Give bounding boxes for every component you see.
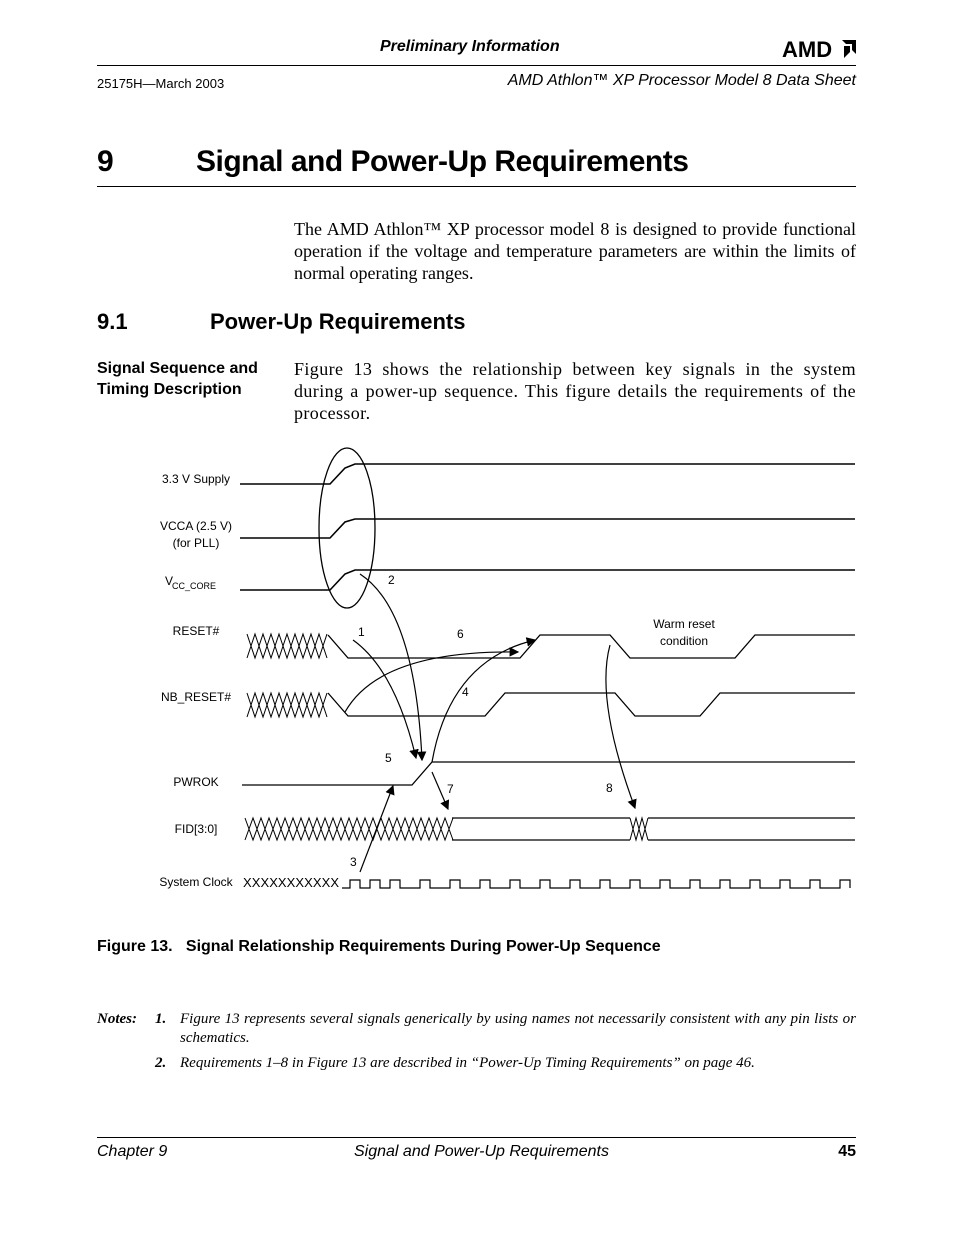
chapter-number: 9: [97, 145, 114, 178]
signal-vcc-core-main: V: [165, 574, 174, 588]
footer-chapter: Chapter 9: [97, 1143, 168, 1160]
footer-rule: [97, 1137, 856, 1138]
note-2-text: Requirements 1–8 in Figure 13 are described in “Power-Up Timing Requirements” on page 46.: [180, 1055, 755, 1071]
section-number: 9.1: [97, 309, 128, 334]
marker-5: 5: [385, 751, 392, 765]
marker-1: 1: [358, 625, 365, 639]
subhead-line-1: Signal Sequence and: [97, 360, 258, 377]
figure-caption: Figure 13. Signal Relationship Requirements During Power-Up Sequence: [97, 938, 661, 955]
signal-vcca-line1: VCCA (2.5 V): [159, 519, 233, 533]
signal-reset: RESET#: [172, 624, 220, 638]
note-2-number: 2.: [155, 1055, 167, 1071]
signal-vcc-core-sub: CC_CORE: [172, 581, 217, 591]
chapter-title: Signal and Power-Up Requirements: [196, 145, 689, 178]
arrow-4: [345, 652, 518, 712]
chapter-intro: The AMD Athlon™ XP processor model 8 is designed to provide functional operation if the voltage and temperature parameters are within the limits of normal operating ranges.: [294, 219, 856, 283]
marker-2: 2: [388, 573, 395, 587]
section-paragraph: Figure 13 shows the relationship between key signals in the system during a power-up sequence. This figure details the requirements of the processor.: [294, 359, 856, 423]
signal-3-3v-supply: 3.3 V Supply: [161, 472, 231, 486]
document-number: 25175H—March 2003: [97, 76, 225, 91]
warm-reset-line2: condition: [659, 634, 709, 648]
marker-3: 3: [350, 855, 357, 869]
note-1-number: 1.: [155, 1011, 167, 1027]
amd-logo: [782, 36, 858, 62]
signal-vcca-line2: (for PLL): [172, 536, 220, 550]
preliminary-label: Preliminary Information: [380, 38, 560, 55]
section-title: Power-Up Requirements: [210, 309, 466, 334]
footer-title: Signal and Power-Up Requirements: [354, 1143, 609, 1160]
signal-system-clock: System Clock: [159, 875, 233, 889]
arrow-7: [432, 772, 448, 809]
arrow-2: [360, 574, 422, 760]
timing-diagram: [150, 440, 870, 910]
header-rule: [97, 65, 856, 66]
marker-7: 7: [447, 782, 454, 796]
marker-4: 4: [462, 685, 469, 699]
marker-8: 8: [606, 781, 613, 795]
notes-label: Notes:: [97, 1011, 137, 1027]
marker-6: 6: [457, 627, 464, 641]
arrow-3: [360, 786, 393, 872]
page-number: 45: [838, 1143, 856, 1160]
clock-undefined-region: XXXXXXXXXXX: [243, 875, 339, 890]
subhead-line-2: Timing Description: [97, 381, 242, 398]
signal-pwrok: PWROK: [173, 775, 219, 789]
amd-logo-text: AMD: [782, 37, 833, 62]
signal-nb-reset: NB_RESET#: [160, 690, 232, 704]
warm-reset-line1: Warm reset: [653, 617, 715, 631]
document-title: AMD Athlon™ XP Processor Model 8 Data Sheet: [507, 72, 856, 89]
subsection-heading: [97, 358, 282, 400]
signal-fid: FID[3:0]: [174, 822, 218, 836]
chapter-rule: [97, 186, 856, 187]
note-1-text: Figure 13 represents several signals generically by using names not necessarily consistent with any pin lists or schematics.: [180, 1011, 856, 1046]
